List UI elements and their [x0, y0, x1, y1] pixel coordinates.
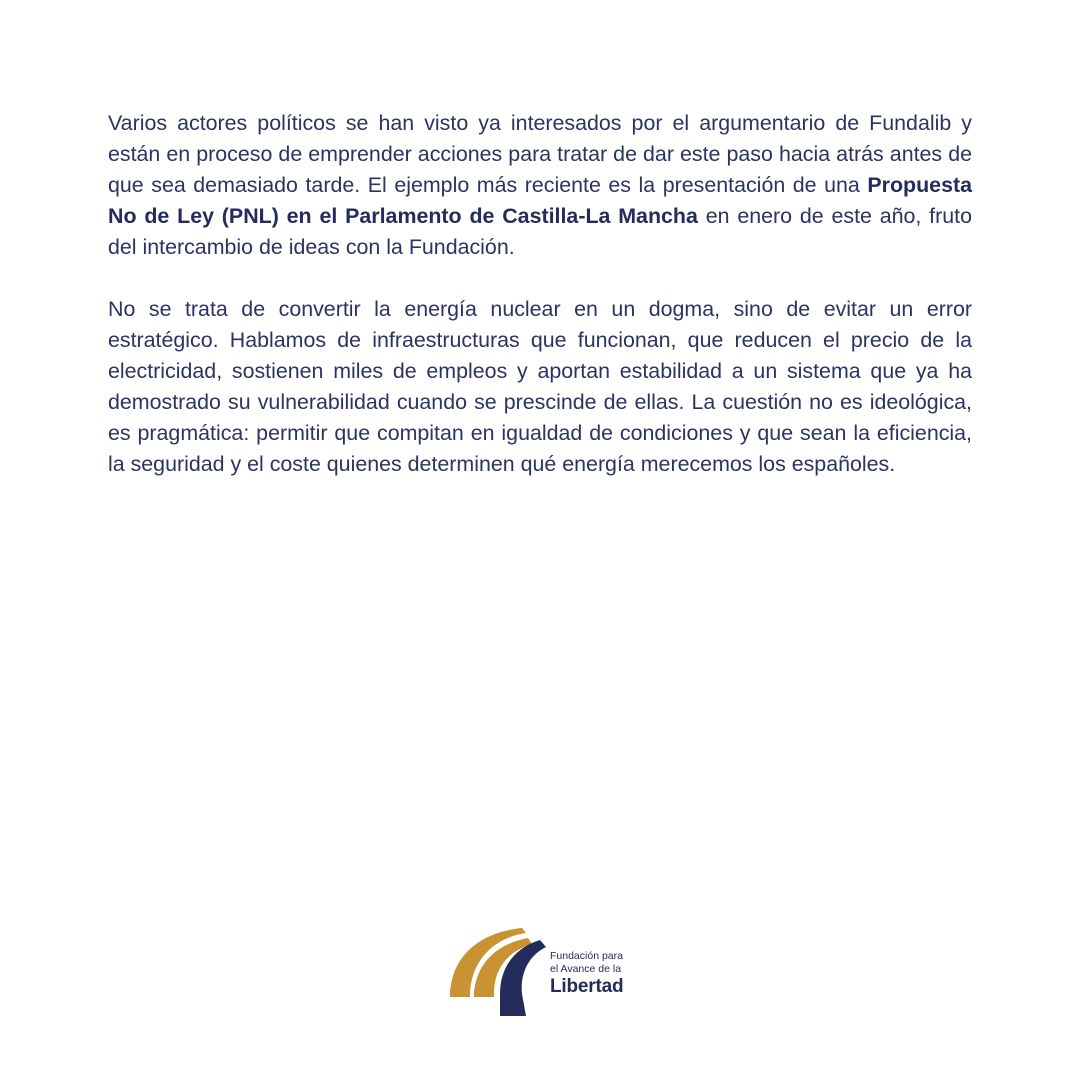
- paragraph-1-text-before: Varios actores políticos se han visto ya interesados por el argumentario de Fundalib y están en proceso de emprender acciones para tratar de dar este paso hacia atrás antes de que sea demasiado tarde. El ejemplo más reciente es la presentación de una: [108, 111, 972, 197]
- paragraph-2: No se trata de convertir la energía nuclear en un dogma, sino de evitar un error estratégico. Hablamos de infraestructuras que funcionan, que reducen el precio de la electricidad, sostienen miles de empleos y aportan estabilidad a un sistema que ya ha demostrado su vulnerabilidad cuando se prescinde de ellas. La cuestión no es ideológica, es pragmática: permitir que compitan en igualdad de condiciones y que sean la eficiencia, la seguridad y el coste quienes determinen qué energía merecemos los españoles.: [108, 297, 972, 476]
- logo-line-2: el Avance de la: [550, 963, 622, 975]
- fundalib-logo: [448, 924, 638, 1020]
- article-body: [108, 108, 972, 480]
- paragraph-1: [108, 108, 972, 263]
- paragraph-1-bold-text: Propuesta No de Ley (PNL) en el Parlamento de Castilla-La Mancha: [108, 173, 972, 228]
- paragraph-1-text-after: en enero de este año, fruto del intercambio de ideas con la Fundación.: [108, 204, 972, 259]
- logo-wordmark: [550, 950, 623, 998]
- arch-logo-icon: [448, 924, 548, 1020]
- logo-line-3: Libertad: [550, 976, 624, 997]
- logo-line-1: Fundación para: [550, 950, 623, 962]
